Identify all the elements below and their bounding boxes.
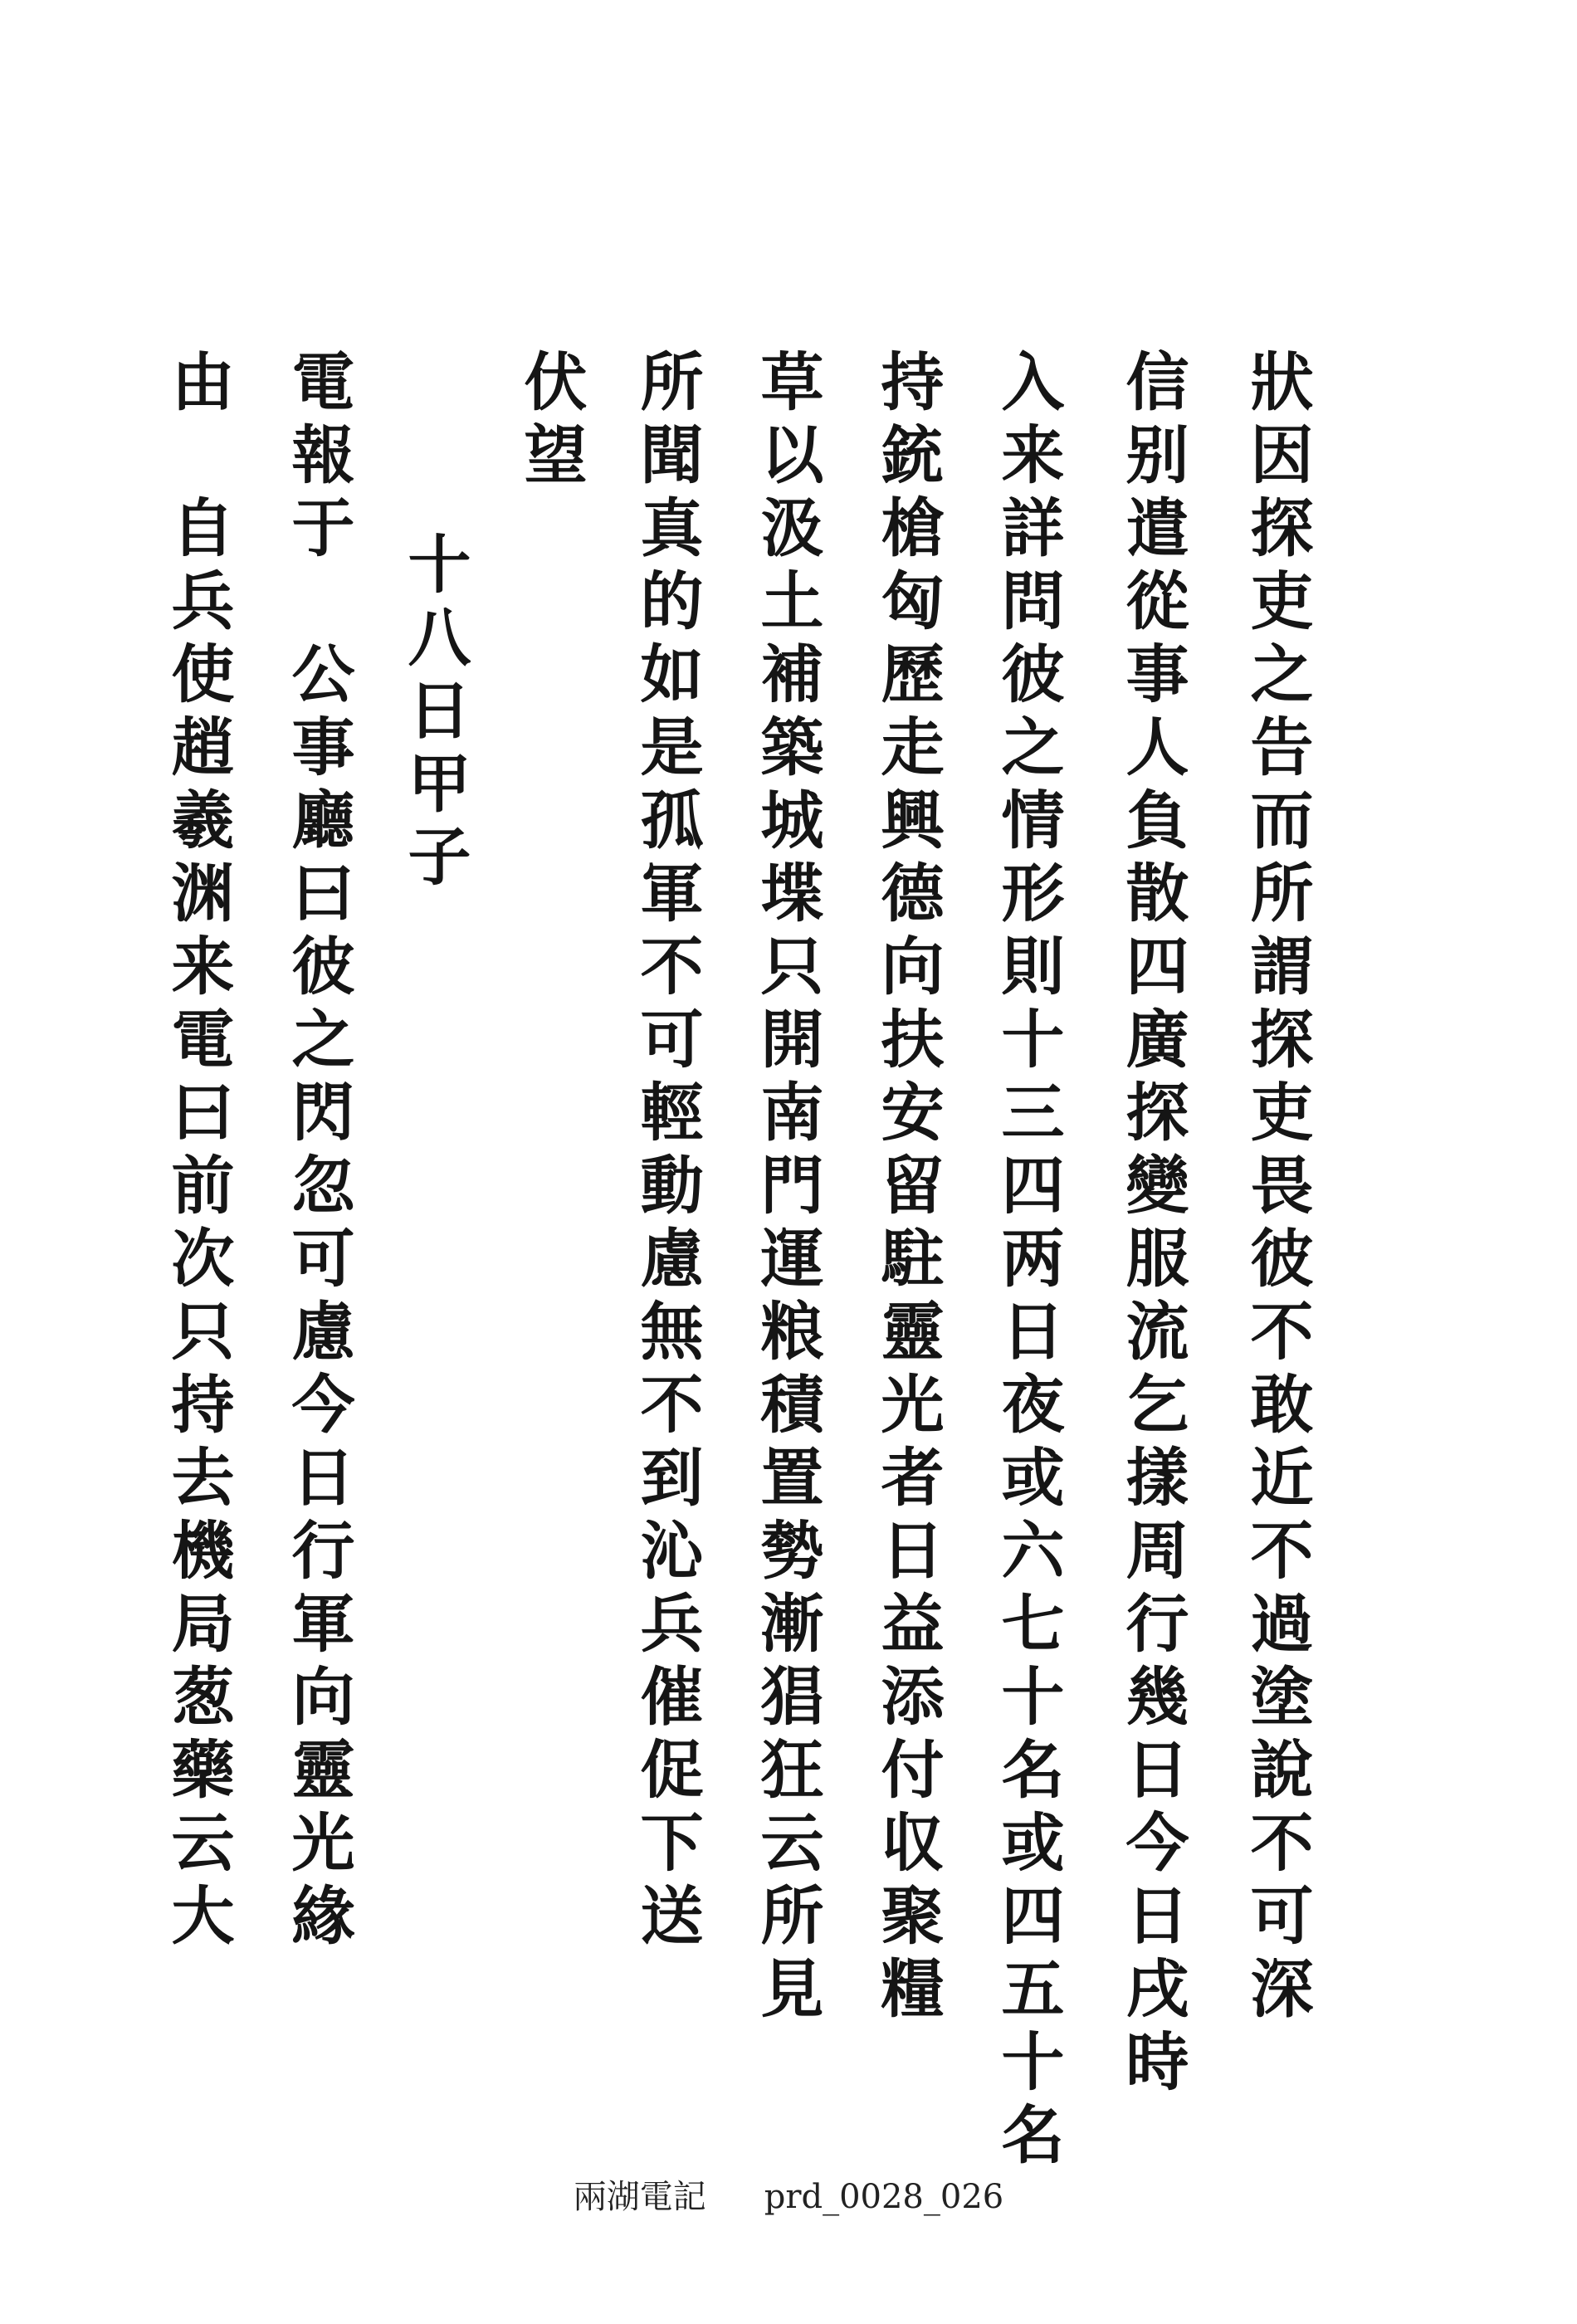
text-column-5: 草以汲土補築城堞只開南門運粮積置勢漸猖狂云所見 (750, 349, 824, 2029)
text-column-4: 持銃槍匈歷走興德向扶安留駐靈光者日益添付収聚糧 (871, 349, 945, 2029)
footer-title: 兩湖電記 (573, 2178, 706, 2216)
text-column-3: 入来詳問彼之情形則十三四两日夜或六七十名或四五十名 (991, 349, 1065, 2175)
text-column-6: 所聞真的如是孤軍不可輕動慮無不到沁兵催促下送 (630, 349, 704, 1955)
text-column-1: 狀因探吏之告而所謂探吏畏彼不敢近不過塗說不可深 (1240, 349, 1314, 2029)
text-column-10: 由 自兵使趙羲渊来電曰前次只持去機局葱藥云大 (161, 349, 235, 1955)
page-footer (0, 2170, 1577, 2218)
text-column-7: 伏望 (514, 349, 588, 495)
footer-page-id: prd_0028_026 (764, 2178, 1004, 2216)
text-column-2: 信别遣從事人負散四廣探變服流乞㨾周行幾日今日戌時 (1116, 349, 1189, 2102)
text-column-9: 電報于 公事廳曰彼之閃忽可慮今日行軍向靈光緣 (281, 349, 355, 1955)
date-heading: 十八日甲子 (398, 531, 471, 896)
